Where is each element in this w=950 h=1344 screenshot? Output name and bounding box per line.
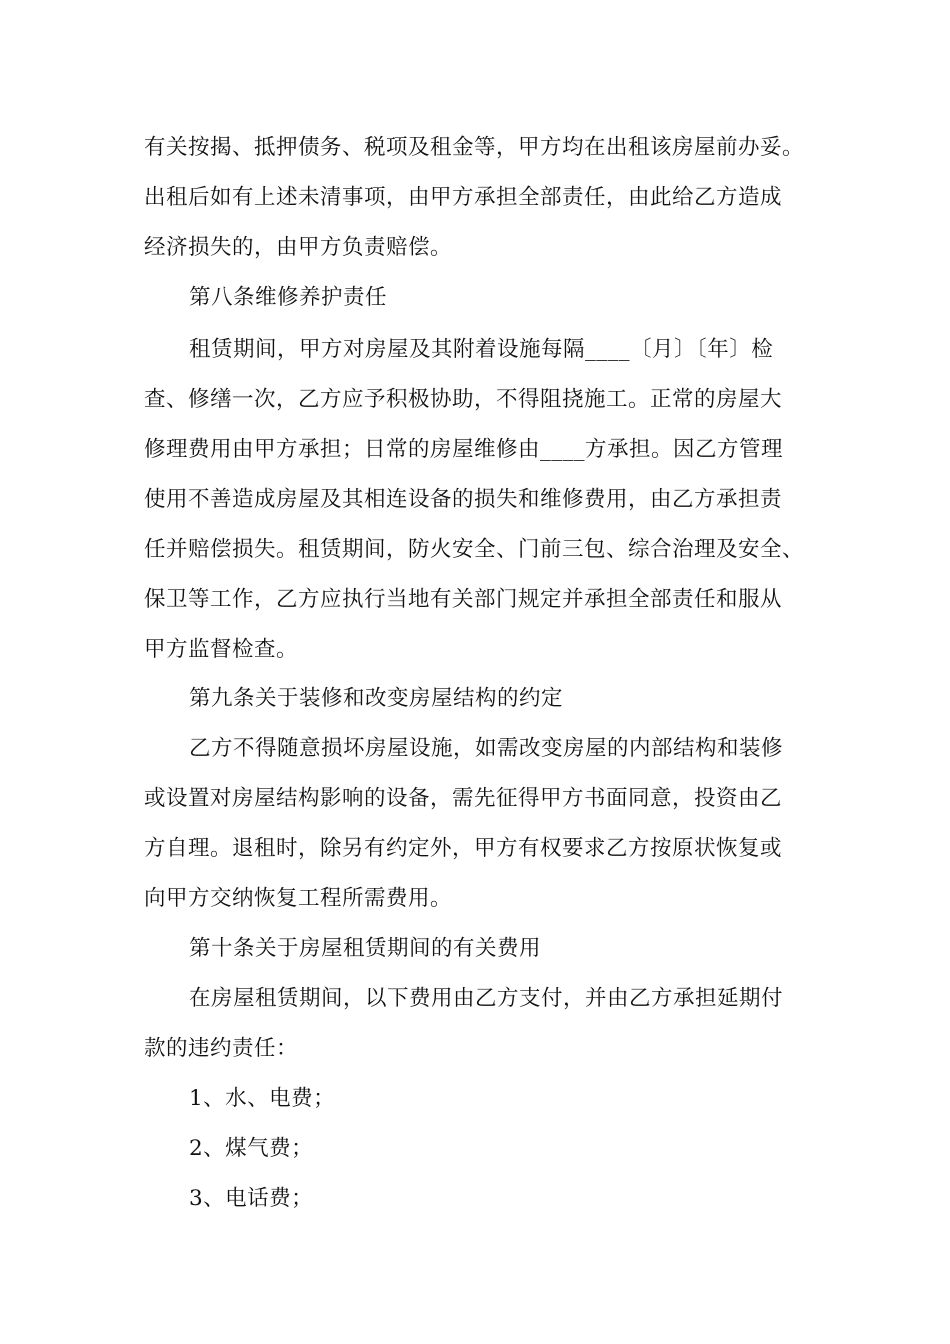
paragraph-line: 款的违约责任： <box>144 1036 299 1061</box>
paragraph-line: 有关按揭、抵押债务、税项及租金等，甲方均在出租该房屋前办妥。 <box>144 135 805 160</box>
paragraph-line: 修理费用由甲方承担；日常的房屋维修由____方承担。因乙方管理 <box>144 437 784 462</box>
section-heading-article-9: 第九条关于装修和改变房屋结构的约定 <box>189 686 564 711</box>
list-item: 3、电话费； <box>189 1186 314 1211</box>
list-item: 1、水、电费； <box>189 1086 336 1111</box>
paragraph-line: 任并赔偿损失。租赁期间，防火安全、门前三包、综合治理及安全、 <box>144 537 805 562</box>
paragraph-line: 乙方不得随意损坏房屋设施，如需改变房屋的内部结构和装修 <box>189 736 784 761</box>
paragraph-line: 租赁期间，甲方对房屋及其附着设施每隔____〔月〕〔年〕检 <box>189 337 774 362</box>
section-heading-article-8: 第八条维修养护责任 <box>189 285 388 310</box>
paragraph-line: 使用不善造成房屋及其相连设备的损失和维修费用，由乙方承担责 <box>144 487 783 512</box>
paragraph-line: 出租后如有上述未清事项，由甲方承担全部责任，由此给乙方造成 <box>144 185 783 210</box>
paragraph-line: 经济损失的，由甲方负责赔偿。 <box>144 235 453 260</box>
list-item: 2、煤气费； <box>189 1136 314 1161</box>
paragraph-line: 或设置对房屋结构影响的设备，需先征得甲方书面同意，投资由乙 <box>144 786 783 811</box>
paragraph-line: 甲方监督检查。 <box>144 637 299 662</box>
paragraph-line: 在房屋租赁期间，以下费用由乙方支付，并由乙方承担延期付 <box>189 986 784 1011</box>
paragraph-line: 查、修缮一次，乙方应予积极协助，不得阻挠施工。正常的房屋大 <box>144 387 783 412</box>
paragraph-line: 向甲方交纳恢复工程所需费用。 <box>144 886 453 911</box>
section-heading-article-10: 第十条关于房屋租赁期间的有关费用 <box>189 936 542 961</box>
paragraph-line: 方自理。退租时，除另有约定外，甲方有权要求乙方按原状恢复或 <box>144 836 783 861</box>
paragraph-line: 保卫等工作，乙方应执行当地有关部门规定并承担全部责任和服从 <box>144 587 783 612</box>
